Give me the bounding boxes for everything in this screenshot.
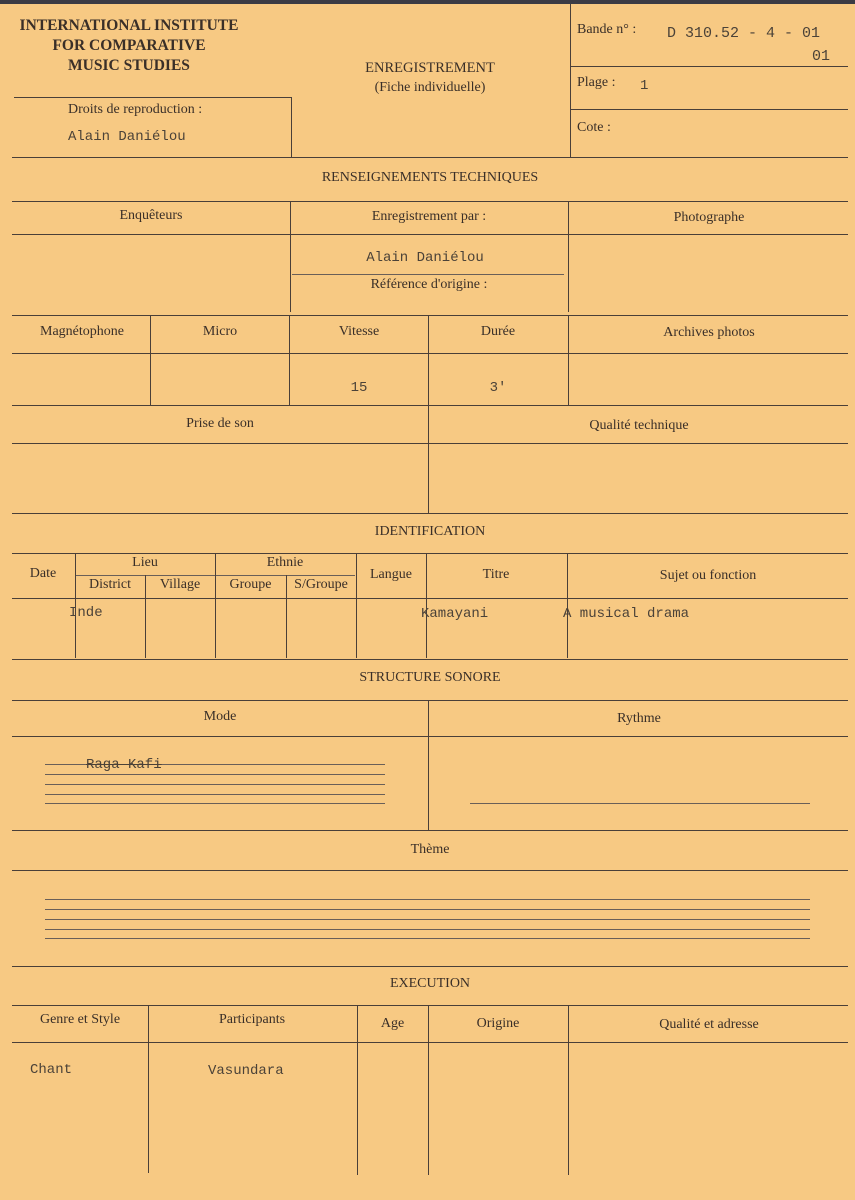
plage-label: Plage : <box>577 75 616 90</box>
sujet-label: Sujet ou fonction <box>659 568 757 583</box>
groupe-label: Groupe <box>229 577 272 592</box>
top-edge <box>0 0 855 4</box>
bande-value: D 310.52 - 4 - 01 <box>667 25 821 42</box>
institute-line-3: MUSIC STUDIES <box>68 57 190 74</box>
execution-section-title: EXECUTION <box>389 976 471 991</box>
genre-label: Genre et Style <box>39 1012 121 1027</box>
enregistrement-par-label: Enregistrement par : <box>371 209 487 224</box>
technical-section-title: RENSEIGNEMENTS TECHNIQUES <box>321 170 539 185</box>
bande-label: Bande n° : <box>577 22 637 37</box>
qualite-adresse-label: Qualité et adresse <box>659 1017 759 1032</box>
rights-value: Alain Daniélou <box>68 129 186 145</box>
vitesse-value: 15 <box>350 380 368 396</box>
prise-de-son-label: Prise de son <box>186 416 254 431</box>
bande-sub-value: 01 <box>812 48 831 65</box>
mode-value: Raga Kafi <box>86 757 162 773</box>
mode-label: Mode <box>203 709 237 724</box>
participants-value: Vasundara <box>208 1063 284 1079</box>
participants-label: Participants <box>218 1012 286 1027</box>
titre-value: Kamayani <box>421 606 489 622</box>
origine-label: Origine <box>476 1016 520 1031</box>
lieu-label: Lieu <box>132 555 158 570</box>
sujet-value: A musical drama <box>563 606 690 622</box>
langue-label: Langue <box>370 567 412 582</box>
qualite-technique-label: Qualité technique <box>589 418 689 433</box>
date-label: Date <box>29 566 57 581</box>
structure-section-title: STRUCTURE SONORE <box>359 670 501 685</box>
institute-name <box>14 16 244 76</box>
rythme-label: Rythme <box>617 711 661 726</box>
micro-label: Micro <box>202 324 238 339</box>
genre-value: Chant <box>30 1062 73 1078</box>
theme-label: Thème <box>410 842 450 857</box>
sgroupe-label: S/Groupe <box>294 577 348 592</box>
photographe-label: Photographe <box>673 210 745 225</box>
duree-value: 3' <box>489 380 507 396</box>
cote-label: Cote : <box>577 120 611 135</box>
age-label: Age <box>380 1016 405 1031</box>
institute-line-2: FOR COMPARATIVE <box>52 37 206 54</box>
identification-section-title: IDENTIFICATION <box>374 524 486 539</box>
magnetophone-label: Magnétophone <box>40 324 124 339</box>
vitesse-label: Vitesse <box>338 324 380 339</box>
lieu-value: Inde <box>69 605 103 621</box>
ethnie-label: Ethnie <box>266 555 304 570</box>
rights-label: Droits de reproduction : <box>68 102 203 117</box>
form-title: ENREGISTREMENT <box>365 60 495 76</box>
duree-label: Durée <box>480 324 516 339</box>
enqueteurs-label: Enquêteurs <box>119 208 183 223</box>
titre-label: Titre <box>482 567 510 582</box>
enregistrement-value: Alain Daniélou <box>366 250 484 266</box>
archives-photos-label: Archives photos <box>663 325 755 340</box>
reference-origine-label: Référence d'origine : <box>370 277 488 292</box>
institute-line-1: INTERNATIONAL INSTITUTE <box>19 17 239 34</box>
plage-value: 1 <box>640 78 649 94</box>
form-subtitle: (Fiche individuelle) <box>374 80 486 95</box>
district-label: District <box>89 577 131 592</box>
village-label: Village <box>159 577 201 592</box>
